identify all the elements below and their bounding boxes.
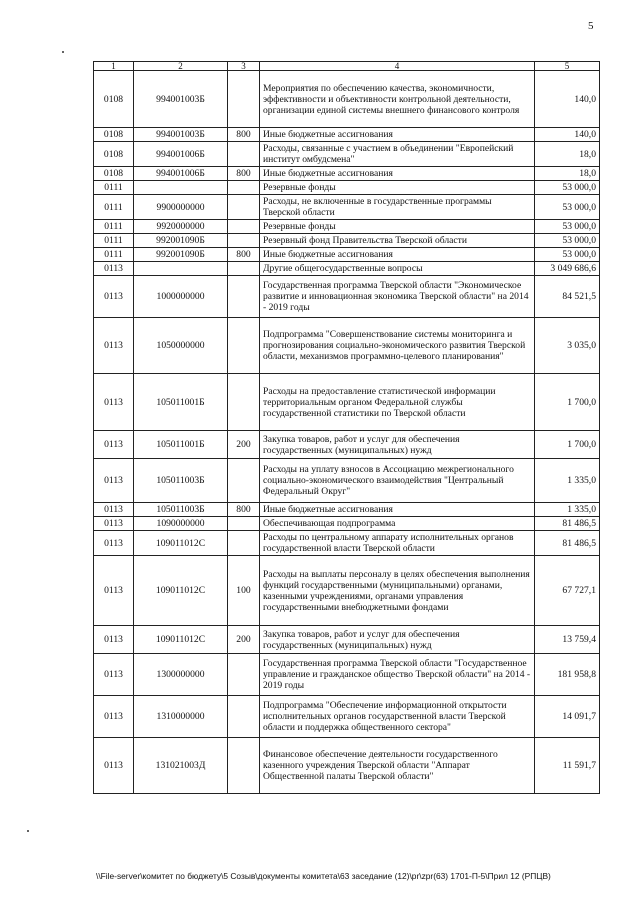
table-row [94,517,600,531]
item-description: Резервный фонд Правительства Тверской области [260,234,535,248]
column-header: 4 [260,62,535,71]
item-description: Финансовое обеспечение деятельности государственного казенного учреждения Тверской области "Аппарат Общественной палаты Тверской области" [260,738,535,794]
amount-value: 1 700,0 [535,431,600,459]
item-description: Подпрограмма "Совершенствование системы мониторинга и прогнозирования социально-экономического развития Тверской области, механизмов программно-целевого планирования" [260,318,535,374]
amount-value: 1 335,0 [535,503,600,517]
amount-value: 81 486,5 [535,531,600,556]
target-article-code: 9900000000 [134,195,228,220]
section-code: 0113 [94,531,134,556]
table-row [94,374,600,431]
amount-value: 81 486,5 [535,517,600,531]
target-article-code: 994001006Б [134,142,228,167]
table-row [94,318,600,374]
target-article-code: 992001090Б [134,248,228,262]
expense-type-code [228,276,260,318]
target-article-code: 1300000000 [134,654,228,696]
amount-value: 53 000,0 [535,248,600,262]
table-row [94,654,600,696]
section-code: 0113 [94,262,134,276]
table-row [94,431,600,459]
target-article-code: 992001090Б [134,234,228,248]
section-code: 0113 [94,276,134,318]
amount-value: 3 049 686,6 [535,262,600,276]
expense-type-code [228,517,260,531]
section-code: 0108 [94,142,134,167]
amount-value: 140,0 [535,71,600,128]
table-row [94,503,600,517]
expense-type-code [228,318,260,374]
expense-type-code: 800 [228,248,260,262]
target-article-code: 1000000000 [134,276,228,318]
table-row [94,531,600,556]
target-article-code: 109011012С [134,556,228,626]
item-description: Расходы на предоставление статистической информации территориальным органом Федеральной службы государственной статистики по Тверской области [260,374,535,431]
section-code: 0113 [94,459,134,503]
table-row [94,128,600,142]
section-code: 0113 [94,654,134,696]
expense-type-code [228,374,260,431]
expense-type-code [228,696,260,738]
page-number: 5 [588,20,594,32]
item-description: Государственная программа Тверской области "Государственное управление и гражданское общество Тверской области" на 2014 - 2019 годы [260,654,535,696]
expense-type-code [228,71,260,128]
section-code: 0111 [94,234,134,248]
section-code: 0111 [94,181,134,195]
scan-speck [62,51,64,53]
section-code: 0108 [94,167,134,181]
expense-type-code [228,195,260,220]
target-article-code: 105011001Б [134,374,228,431]
amount-value: 140,0 [535,128,600,142]
amount-value: 1 700,0 [535,374,600,431]
amount-value: 1 335,0 [535,459,600,503]
section-code: 0113 [94,431,134,459]
item-description: Иные бюджетные ассигнования [260,167,535,181]
table-row [94,234,600,248]
amount-value: 53 000,0 [535,220,600,234]
expense-type-code: 100 [228,556,260,626]
section-code: 0113 [94,318,134,374]
item-description: Обеспечивающая подпрограмма [260,517,535,531]
expense-type-code: 200 [228,431,260,459]
table-header-row [94,62,600,71]
item-description: Подпрограмма "Обеспечение информационной открытости исполнительных органов государственной власти Тверской области и поддержка общественного сектора" [260,696,535,738]
expense-type-code [228,181,260,195]
amount-value: 84 521,5 [535,276,600,318]
section-code: 0111 [94,248,134,262]
column-header: 2 [134,62,228,71]
amount-value: 14 091,7 [535,696,600,738]
expense-type-code [228,142,260,167]
expense-type-code [228,234,260,248]
table-row [94,262,600,276]
amount-value: 53 000,0 [535,234,600,248]
amount-value: 3 035,0 [535,318,600,374]
footer-file-path: \\File-server\комитет по бюджету\5 Созыв\документы комитета\63 заседание (12)\pr\zpr(63) 1701-П-5\Прил 12 (РПЦВ) [96,871,551,881]
item-description: Закупка товаров, работ и услуг для обеспечения государственных (муниципальных) нужд [260,431,535,459]
column-header: 1 [94,62,134,71]
expense-type-code [228,220,260,234]
section-code: 0113 [94,517,134,531]
expense-type-code: 800 [228,128,260,142]
table-row [94,220,600,234]
item-description: Расходы на уплату взносов в Ассоциацию межрегионального социально-экономического взаимодействия "Центральный Федеральный Округ" [260,459,535,503]
target-article-code: 109011012С [134,531,228,556]
target-article-code: 105011003Б [134,459,228,503]
section-code: 0113 [94,738,134,794]
table-row [94,626,600,654]
amount-value: 18,0 [535,167,600,181]
target-article-code: 131021003Д [134,738,228,794]
item-description: Иные бюджетные ассигнования [260,128,535,142]
item-description: Резервные фонды [260,220,535,234]
target-article-code: 994001003Б [134,128,228,142]
section-code: 0111 [94,220,134,234]
expense-type-code [228,262,260,276]
expense-type-code [228,459,260,503]
amount-value: 53 000,0 [535,181,600,195]
section-code: 0108 [94,71,134,128]
target-article-code [134,262,228,276]
amount-value: 67 727,1 [535,556,600,626]
amount-value: 18,0 [535,142,600,167]
table-row [94,459,600,503]
table-row [94,276,600,318]
target-article-code: 105011001Б [134,431,228,459]
section-code: 0113 [94,503,134,517]
item-description: Расходы по центральному аппарату исполнительных органов государственной власти Тверской области [260,531,535,556]
amount-value: 13 759,4 [535,626,600,654]
target-article-code [134,181,228,195]
item-description: Расходы на выплаты персоналу в целях обеспечения выполнения функций государственными (муниципальными) органами, казенными учреждениями, органами управления государственными внебюджетными фондами [260,556,535,626]
item-description: Иные бюджетные ассигнования [260,248,535,262]
section-code: 0113 [94,696,134,738]
column-header: 5 [535,62,600,71]
section-code: 0108 [94,128,134,142]
item-description: Государственная программа Тверской области "Экономическое развитие и инновационная экономика Тверской области" на 2014 - 2019 годы [260,276,535,318]
expense-type-code [228,654,260,696]
amount-value: 53 000,0 [535,195,600,220]
section-code: 0111 [94,195,134,220]
table-row [94,167,600,181]
scan-speck [27,830,29,832]
expense-type-code: 800 [228,167,260,181]
expense-type-code: 800 [228,503,260,517]
target-article-code: 105011003Б [134,503,228,517]
table-row [94,556,600,626]
table-row [94,71,600,128]
target-article-code: 994001006Б [134,167,228,181]
item-description: Закупка товаров, работ и услуг для обеспечения государственных (муниципальных) нужд [260,626,535,654]
item-description: Мероприятия по обеспечению качества, экономичности, эффективности и объективности контрольной деятельности, организации единой системы внешнего финансового контроля [260,71,535,128]
target-article-code: 994001003Б [134,71,228,128]
amount-value: 11 591,7 [535,738,600,794]
table-row [94,195,600,220]
item-description: Другие общегосударственные вопросы [260,262,535,276]
section-code: 0113 [94,626,134,654]
target-article-code: 1050000000 [134,318,228,374]
expense-type-code [228,738,260,794]
section-code: 0113 [94,556,134,626]
item-description: Расходы, не включенные в государственные программы Тверской области [260,195,535,220]
column-header: 3 [228,62,260,71]
target-article-code: 1090000000 [134,517,228,531]
item-description: Резервные фонды [260,181,535,195]
target-article-code: 109011012С [134,626,228,654]
table-row [94,696,600,738]
item-description: Иные бюджетные ассигнования [260,503,535,517]
expense-type-code: 200 [228,626,260,654]
budget-table [93,61,600,794]
section-code: 0113 [94,374,134,431]
target-article-code: 1310000000 [134,696,228,738]
table-row [94,142,600,167]
table-row [94,181,600,195]
expense-type-code [228,531,260,556]
amount-value: 181 958,8 [535,654,600,696]
target-article-code: 9920000000 [134,220,228,234]
table-row [94,248,600,262]
table-row [94,738,600,794]
item-description: Расходы, связанные с участием в объединении "Европейский институт омбудсмена" [260,142,535,167]
